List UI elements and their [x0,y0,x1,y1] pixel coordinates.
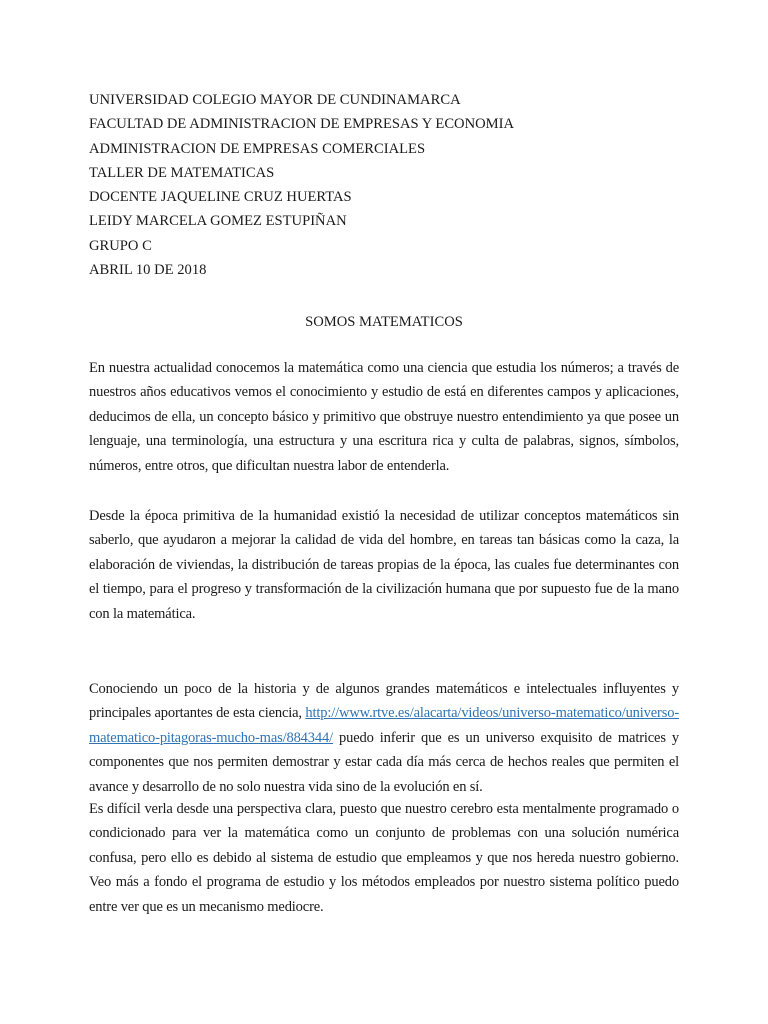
faculty-name: FACULTAD DE ADMINISTRACION DE EMPRESAS Y ECONOMIA [89,116,515,133]
paragraph-3 [89,677,679,799]
paragraph-2: Desde la época primitiva de la humanidad existió la necesidad de utilizar conceptos matemáticos sin saberlo, que ayudaron a mejorar la calidad de vida del hombre, en tareas tan básicas como la caza, la elaboración de viviendas, la distribución de tareas propias de la época, las cuales fue determinantes con el tiempo, para el progreso y transformación de la civilización humana que por supuesto fue de la mano con la matemática. [89,508,679,622]
student-name: LEIDY MARCELA GOMEZ ESTUPIÑAN [89,213,347,230]
course-name: TALLER DE MATEMATICAS [89,164,275,181]
document-header [89,88,689,282]
paragraph-1: En nuestra actualidad conocemos la matemática como una ciencia que estudia los números; a través de nuestros años educativos vemos el conocimiento y estudio de está en diferentes campos y aplicaciones, deducimos de ella, un concepto básico y primitivo que obstruye nuestro entendimiento ya que posee un lenguaje, una terminología, una estructura y una escritura rica y culta de palabras, signos, símbolos, números, entre otros, que dificultan nuestra labor de entenderla. [89,360,679,474]
paragraph-3-conclusion: puedo inferir que es un universo exquisito de matrices y componentes que nos permiten demostrar y estar cada día más cerca de hechos reales que permiten el avance y desarrollo de no solo nuestra vida sino de la evolución en sí. [89,729,679,795]
group-label: GRUPO C [89,237,152,254]
document-title: SOMOS MATEMATICOS [305,314,463,330]
rtve-video-link[interactable]: http://www.rtve.es/alacarta/videos/universo-matematico/universo-matematico-pitagoras-mucho-mas/884344/ [89,705,679,746]
paragraph-4: Es difícil verla desde una perspectiva clara, puesto que nuestro cerebro esta mentalmente programado o condicionado para ver la matemática como un conjunto de problemas con una solución numérica confusa, pero ello es debido al sistema de estudio que empleamos y que nos hereda nuestro gobierno. Veo más a fondo el programa de estudio y los métodos empleados por nuestro sistema político puedo entre ver que es un mecanismo mediocre. [89,801,679,915]
teacher-name: DOCENTE JAQUELINE CRUZ HUERTAS [89,189,352,206]
program-name: ADMINISTRACION DE EMPRESAS COMERCIALES [89,140,426,157]
university-name: UNIVERSIDAD COLEGIO MAYOR DE CUNDINAMARCA [89,92,461,108]
paragraph-3-intro: Conociendo un poco de la historia y de algunos grandes matemáticos e intelectuales influyentes y principales aportantes de esta ciencia, [89,681,679,722]
document-date: ABRIL 10 DE 2018 [89,262,207,279]
